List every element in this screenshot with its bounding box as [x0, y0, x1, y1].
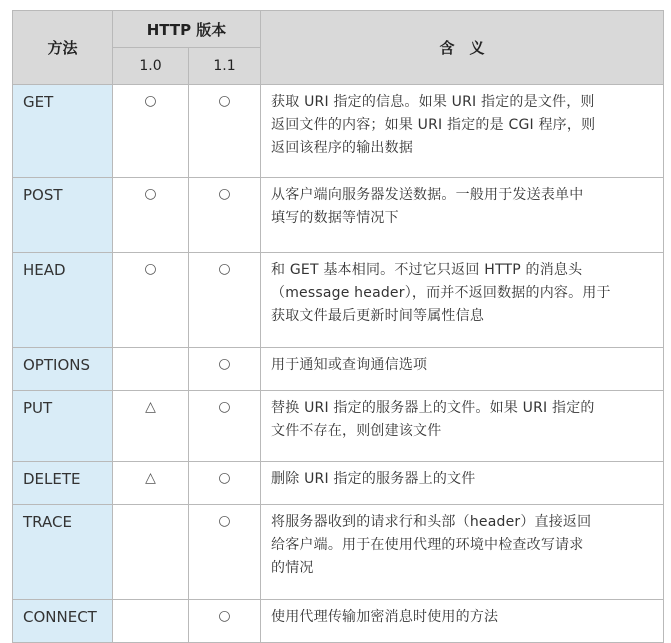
table-body — [13, 85, 664, 643]
table-header — [13, 11, 664, 85]
version-1-1-mark: ○ — [189, 348, 261, 391]
version-1-0-mark: ○ — [113, 253, 189, 348]
table-row-put — [13, 391, 664, 462]
meaning-line: 的情况 — [271, 560, 314, 576]
meaning-line: 给客户端。用于在使用代理的环境中检查改写请求 — [271, 537, 584, 553]
meaning-line: 填写的数据等情况下 — [271, 210, 399, 226]
meaning-line: 用于通知或查询通信选项 — [271, 357, 428, 373]
method-cell: HEAD — [13, 253, 113, 348]
version-1-1-mark: ○ — [189, 391, 261, 462]
meaning-cell — [261, 505, 664, 600]
method-cell: OPTIONS — [13, 348, 113, 391]
version-1-1-mark: ○ — [189, 178, 261, 253]
version-1-0-mark — [113, 505, 189, 600]
method-cell: DELETE — [13, 462, 113, 505]
method-cell: CONNECT — [13, 600, 113, 643]
meaning-line: 返回该程序的输出数据 — [271, 140, 414, 156]
meaning-line: 替换 URI 指定的服务器上的文件。如果 URI 指定的 — [271, 400, 595, 416]
version-1-1-mark: ○ — [189, 600, 261, 643]
version-1-0-mark: ○ — [113, 178, 189, 253]
header-version-1-0: 1.0 — [113, 48, 189, 85]
table-row-post — [13, 178, 664, 253]
meaning-line: 文件不存在，则创建该文件 — [271, 423, 442, 439]
method-cell: POST — [13, 178, 113, 253]
table-row-options — [13, 348, 664, 391]
version-1-1-mark: ○ — [189, 462, 261, 505]
meaning-line: 返回文件的内容；如果 URI 指定的是 CGI 程序，则 — [271, 117, 596, 133]
header-meaning: 含 义 — [261, 11, 664, 85]
http-methods-table-container — [12, 10, 663, 643]
meaning-line: 使用代理传输加密消息时使用的方法 — [271, 609, 499, 625]
meaning-line: 获取 URI 指定的信息。如果 URI 指定的是文件，则 — [271, 94, 595, 110]
table-row-connect — [13, 600, 664, 643]
table-row-delete — [13, 462, 664, 505]
version-1-0-mark: △ — [113, 462, 189, 505]
meaning-cell — [261, 391, 664, 462]
header-method: 方法 — [13, 11, 113, 85]
version-1-1-mark: ○ — [189, 85, 261, 178]
version-1-0-mark — [113, 348, 189, 391]
meaning-line: 和 GET 基本相同。不过它只返回 HTTP 的消息头 — [271, 262, 583, 278]
meaning-cell — [261, 462, 664, 505]
method-cell: GET — [13, 85, 113, 178]
header-version-1-1: 1.1 — [189, 48, 261, 85]
meaning-cell — [261, 178, 664, 253]
method-cell: TRACE — [13, 505, 113, 600]
version-1-0-mark — [113, 600, 189, 643]
meaning-line: 删除 URI 指定的服务器上的文件 — [271, 471, 476, 487]
method-cell: PUT — [13, 391, 113, 462]
header-http-version: HTTP 版本 — [113, 11, 261, 48]
table-row-trace — [13, 505, 664, 600]
meaning-cell — [261, 253, 664, 348]
table-row-get — [13, 85, 664, 178]
meaning-line: 从客户端向服务器发送数据。一般用于发送表单中 — [271, 187, 584, 203]
http-methods-table — [12, 10, 664, 643]
meaning-cell — [261, 85, 664, 178]
version-1-0-mark: ○ — [113, 85, 189, 178]
meaning-line: 将服务器收到的请求行和头部（header）直接返回 — [271, 514, 592, 530]
table-row-head — [13, 253, 664, 348]
meaning-cell — [261, 600, 664, 643]
version-1-0-mark: △ — [113, 391, 189, 462]
version-1-1-mark: ○ — [189, 253, 261, 348]
meaning-cell — [261, 348, 664, 391]
meaning-line: （message header），而并不返回数据的内容。用于 — [271, 285, 611, 301]
meaning-line: 获取文件最后更新时间等属性信息 — [271, 308, 485, 324]
version-1-1-mark: ○ — [189, 505, 261, 600]
